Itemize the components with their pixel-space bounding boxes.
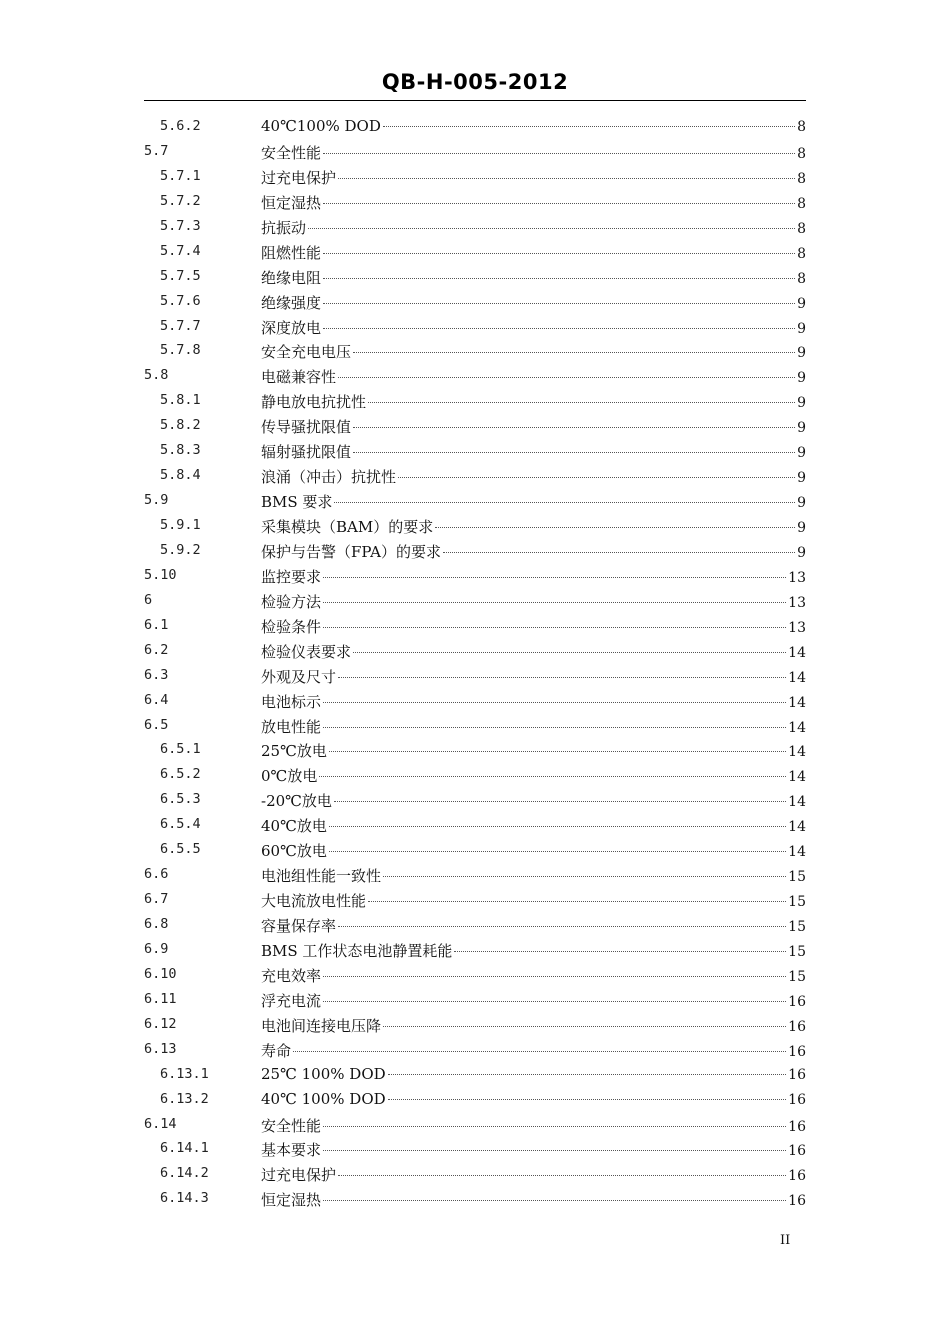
toc-entry-title: 充电效率 [261,966,322,985]
toc-entry-line [261,391,806,412]
toc-entry[interactable] [0,439,950,464]
toc-entry[interactable] [0,190,950,215]
toc-entry-title: 安全充电电压 [261,343,352,362]
toc-entry-number: 5.7.3 [160,217,201,234]
toc-entry[interactable] [0,938,950,963]
toc-entry-number: 6.13.1 [160,1065,209,1082]
toc-entry-line [261,142,806,163]
toc-entry-number: 6.11 [144,990,177,1007]
toc-entry[interactable] [0,364,950,389]
toc-entry-number: 5.9.2 [160,541,201,558]
toc-entry-title: 检验方法 [261,592,322,611]
header-divider [144,100,806,101]
toc-entry-page: 14 [788,719,806,736]
toc-entry-line [261,292,806,313]
toc-entry-page: 8 [797,220,806,237]
dot-leader [329,826,786,827]
toc-entry-title: 静电放电抗扰性 [261,393,367,412]
dot-leader [323,627,786,628]
toc-entry-page: 15 [788,943,806,960]
toc-entry-title: 检验仪表要求 [261,642,352,661]
toc-entry[interactable] [0,888,950,913]
toc-entry-page: 14 [788,669,806,686]
toc-entry-title: 40℃ 100% DOD [261,1089,386,1108]
dot-leader [323,1200,786,1201]
toc-entry-number: 6.5.2 [160,766,201,783]
toc-entry-number: 6.14 [144,1115,177,1132]
toc-entry-title: 采集模块（BAM）的要求 [261,518,434,536]
toc-entry-number: 6.14.2 [160,1165,209,1182]
toc-entry-line [261,616,806,637]
dot-leader [443,552,795,553]
toc-entry-page: 13 [788,594,806,611]
toc-entry[interactable] [0,564,950,589]
toc-entry[interactable] [0,1162,950,1187]
toc-entry-line [261,267,806,288]
dot-leader [353,352,795,353]
dot-leader [323,602,786,603]
toc-entry-page: 9 [797,295,806,312]
toc-entry-number: 5.8.2 [160,417,201,434]
toc-entry[interactable] [0,714,950,739]
toc-entry-line [261,890,806,911]
toc-entry-title: 恒定湿热 [261,1191,322,1210]
toc-entry-line [261,691,806,712]
toc-entry-page: 9 [797,395,806,412]
toc-entry-title: 辐射骚扰限值 [261,443,352,462]
toc-entry-title: 40℃100% DOD [261,117,381,135]
toc-entry-number: 6.5.3 [160,791,201,808]
toc-entry-number: 5.7.4 [160,242,201,259]
toc-entry-page: 14 [788,794,806,811]
toc-entry[interactable] [0,1038,950,1063]
toc-entry[interactable] [0,838,950,863]
dot-leader [323,328,795,329]
toc-entry-line [261,341,806,362]
toc-entry-title: 电池间连接电压降 [261,1016,382,1035]
dot-leader [323,727,786,728]
toc-entry[interactable] [0,1063,950,1088]
toc-entry-number: 5.7 [144,142,169,159]
toc-entry-title: 0℃放电 [261,767,318,786]
toc-entry-number: 5.7.7 [160,317,201,334]
dot-leader [334,801,786,802]
toc-entry-title: 保护与告警（FPA）的要求 [261,542,441,561]
dot-leader [323,1001,786,1002]
toc-entry-title: 浪涌（冲击）抗扰性 [261,468,397,487]
toc-entry-number: 5.7.8 [160,342,201,359]
toc-entry-line [261,167,806,188]
toc-entry-page: 9 [797,370,806,387]
toc-entry[interactable] [0,265,950,290]
toc-entry-number: 5.8.1 [160,392,201,409]
dot-leader [319,776,786,777]
toc-entry-title: 大电流放电性能 [261,892,367,911]
dot-leader [353,452,795,453]
toc-entry-number: 5.7.6 [160,292,201,309]
toc-entry-number: 6.5.1 [160,741,201,758]
dot-leader [454,951,786,952]
dot-leader [293,1051,786,1052]
toc-entry[interactable] [0,639,950,664]
toc-entry[interactable] [0,738,950,763]
toc-entry-number: 5.9 [144,492,169,509]
toc-entry[interactable] [0,414,950,439]
dot-leader [323,203,795,204]
toc-entry-title: 绝缘强度 [261,293,322,312]
toc-entry-line [261,1040,806,1061]
toc-entry-number: 6.10 [144,965,177,982]
toc-entry-title: 电磁兼容性 [261,368,337,387]
toc-entry-line [261,716,806,737]
dot-leader [368,901,786,902]
toc-entry-number: 6.12 [144,1015,177,1032]
toc-entry-page: 16 [788,1043,806,1060]
toc-entry-number: 6.9 [144,940,169,957]
toc-entry-line [261,1164,806,1185]
toc-entry-number: 5.10 [144,566,177,583]
dot-leader [338,1175,786,1176]
toc-entry[interactable] [0,1013,950,1038]
toc-entry[interactable] [0,215,950,240]
toc-entry-page: 9 [797,520,806,536]
footer-page-number: II [780,1233,791,1248]
toc-entry-title: 电池标示 [261,692,322,711]
toc-entry-page: 16 [788,1091,806,1108]
toc-entry[interactable] [0,339,950,364]
toc-entry-number: 6.13.2 [160,1090,209,1107]
toc-entry-page: 9 [797,544,806,561]
toc-entry-number: 5.8 [144,367,169,384]
toc-entry-number: 5.7.5 [160,267,201,284]
dot-leader [353,427,795,428]
toc-entry-page: 16 [788,1018,806,1035]
toc-entry-title: 基本要求 [261,1141,322,1160]
toc-entry-page: 9 [797,470,806,487]
toc-entry[interactable] [0,464,950,489]
toc-entry[interactable] [0,913,950,938]
toc-entry-number: 6 [144,591,153,608]
toc-entry[interactable] [0,489,950,514]
toc-entry-page: 9 [797,320,806,337]
toc-entry-title: 25℃放电 [261,742,327,761]
dot-leader [338,677,786,678]
toc-entry-line [261,441,806,462]
toc-entry[interactable] [0,1113,950,1138]
toc-entry-title: 深度放电 [261,318,322,337]
dot-leader [388,1099,787,1100]
toc-entry-page: 9 [797,495,806,512]
toc-entry-page: 16 [788,1168,806,1185]
toc-entry-number: 5.6.2 [160,118,201,134]
toc-entry-page: 8 [797,145,806,162]
toc-entry[interactable] [0,589,950,614]
toc-entry-number: 5.7.2 [160,192,201,209]
toc-entry-title: 放电性能 [261,717,322,736]
toc-entry-line [261,1015,806,1036]
toc-entry-line [261,591,806,612]
toc-entry[interactable] [0,389,950,414]
toc-entry-line [261,915,806,936]
toc-entry-page: 15 [788,869,806,886]
toc-entry[interactable] [0,315,950,340]
toc-entry[interactable] [0,988,950,1013]
toc-entry-title: 浮充电流 [261,991,322,1010]
toc-entry-page: 14 [788,769,806,786]
toc-entry-line [261,641,806,662]
toc-entry-line [261,765,806,786]
toc-entry[interactable] [0,165,950,190]
toc-entry-line [261,416,806,437]
toc-entry-line [261,1065,806,1083]
toc-entry-number: 6.1 [144,616,169,633]
toc-entry-line [261,940,806,961]
toc-entry-page: 14 [788,819,806,836]
toc-entry-page: 14 [788,844,806,861]
toc-entry-line [261,541,806,562]
toc-entry-number: 6.5.4 [160,816,201,833]
toc-entry-page: 9 [797,445,806,462]
toc-entry-number: 6.2 [144,641,169,658]
toc-entry-line [261,815,806,836]
toc-entry-line [261,516,806,537]
toc-entry-title: -20℃放电 [261,792,332,811]
dot-leader [323,278,795,279]
toc-entry-line [261,366,806,387]
toc-entry-title: 绝缘电阻 [261,268,322,287]
toc-entry-number: 5.8.3 [160,442,201,459]
dot-leader [323,153,795,154]
toc-entry-page: 15 [788,919,806,935]
toc-entry-title: 阻燃性能 [261,243,322,262]
toc-entry[interactable] [0,1088,950,1113]
dot-leader [323,976,786,977]
toc-entry-line [261,117,806,135]
toc-entry[interactable] [0,1137,950,1162]
toc-entry-title: 25℃ 100% DOD [261,1064,386,1083]
toc-entry-number: 6.14.3 [160,1190,209,1207]
toc-entry-title: 安全性能 [261,143,322,162]
toc-entry-page: 14 [788,744,806,761]
toc-entry-number: 6.7 [144,891,169,908]
toc-entry-line [261,1139,806,1160]
toc-entry-line [261,865,806,886]
toc-entry-page: 16 [788,1193,806,1210]
toc-entry-number: 5.7.1 [160,167,201,184]
toc-entry-page: 9 [797,345,806,362]
dot-leader [383,126,795,127]
toc-entry-page: 8 [797,270,806,287]
dot-leader [329,751,786,752]
toc-entry[interactable] [0,290,950,315]
dot-leader [435,527,795,528]
dot-leader [383,876,786,877]
toc-entry[interactable] [0,1187,950,1212]
toc-entry[interactable] [0,115,950,140]
dot-leader [323,303,795,304]
dot-leader [338,377,795,378]
toc-entry[interactable] [0,614,950,639]
dot-leader [323,1126,786,1127]
toc-entry-line [261,1090,806,1108]
toc-entry-page: 9 [797,420,806,437]
toc-entry[interactable] [0,863,950,888]
toc-entry-page: 8 [797,170,806,187]
toc-entry-title: 60℃放电 [261,842,327,861]
toc-entry-number: 6.3 [144,666,169,683]
toc-entry[interactable] [0,140,950,165]
toc-entry-number: 6.4 [144,691,169,708]
toc-entry-line [261,466,806,487]
toc-entry-title: 检验条件 [261,617,322,636]
toc-entry-line [261,1115,806,1136]
toc-entry-number: 5.8.4 [160,467,201,484]
toc-entry-line [261,1189,806,1210]
toc-entry-number: 6.13 [144,1040,177,1057]
toc-entry-line [261,666,806,687]
toc-entry-title: 传导骚扰限值 [261,418,352,437]
toc-entry-line [261,840,806,861]
toc-entry[interactable] [0,689,950,714]
toc-entry-number: 6.5 [144,716,169,733]
toc-entry[interactable] [0,514,950,539]
table-of-contents [0,115,950,1212]
toc-entry-number: 6.6 [144,866,169,883]
toc-entry-line [261,566,806,587]
toc-entry-page: 16 [788,993,806,1010]
dot-leader [338,926,786,927]
toc-entry-title: 容量保存率 [261,917,337,935]
toc-entry-title: 恒定湿热 [261,193,322,212]
toc-entry-number: 6.5.5 [160,841,201,858]
toc-entry-title: 抗振动 [261,218,307,237]
toc-entry-page: 15 [788,894,806,911]
toc-entry-page: 14 [788,694,806,711]
toc-entry-title: 电池组性能一致性 [261,867,382,886]
toc-entry-title: BMS 工作状态电池静置耗能 [261,941,453,960]
toc-entry-line [261,740,806,761]
toc-entry[interactable] [0,963,950,988]
toc-entry-page: 8 [797,195,806,212]
dot-leader [329,851,786,852]
dot-leader [323,253,795,254]
toc-entry-page: 8 [797,245,806,262]
toc-entry-line [261,242,806,263]
toc-entry-number: 6.8 [144,916,169,932]
toc-entry-line [261,491,806,512]
toc-entry-title: 监控要求 [261,567,322,586]
toc-entry[interactable] [0,240,950,265]
toc-entry[interactable] [0,788,950,813]
toc-entry-title: 40℃放电 [261,817,327,836]
dot-leader [338,178,795,179]
toc-entry-title: 安全性能 [261,1116,322,1135]
dot-leader [383,1026,786,1027]
toc-entry-page: 14 [788,644,806,661]
toc-entry-title: 过充电保护 [261,1166,337,1185]
dot-leader [334,502,795,503]
toc-entry-title: BMS 要求 [261,493,333,512]
toc-entry-page: 8 [797,119,806,135]
dot-leader [368,402,795,403]
dot-leader [323,1150,786,1151]
dot-leader [323,702,786,703]
toc-entry-title: 过充电保护 [261,168,337,187]
toc-entry-line [261,192,806,213]
dot-leader [353,652,786,653]
toc-entry-line [261,965,806,986]
toc-entry-page: 16 [788,1143,806,1160]
toc-entry-line [261,790,806,811]
document-code: QB-H-005-2012 [381,70,569,94]
toc-entry-line [261,317,806,338]
dot-leader [323,577,786,578]
toc-entry-title: 外观及尺寸 [261,667,337,686]
toc-entry-number: 5.9.1 [160,517,201,533]
toc-entry-page: 13 [788,619,806,636]
toc-entry[interactable] [0,813,950,838]
toc-entry-page: 16 [788,1066,806,1083]
toc-entry[interactable] [0,763,950,788]
toc-entry-line [261,217,806,238]
dot-leader [388,1074,787,1075]
dot-leader [398,477,795,478]
toc-entry-page: 13 [788,569,806,586]
toc-entry[interactable] [0,664,950,689]
dot-leader [308,228,795,229]
toc-entry-line [261,990,806,1011]
toc-entry-page: 16 [788,1118,806,1135]
toc-entry-page: 15 [788,968,806,985]
toc-entry[interactable] [0,539,950,564]
toc-entry-title: 寿命 [261,1041,292,1060]
toc-entry-number: 6.14.1 [160,1140,209,1157]
